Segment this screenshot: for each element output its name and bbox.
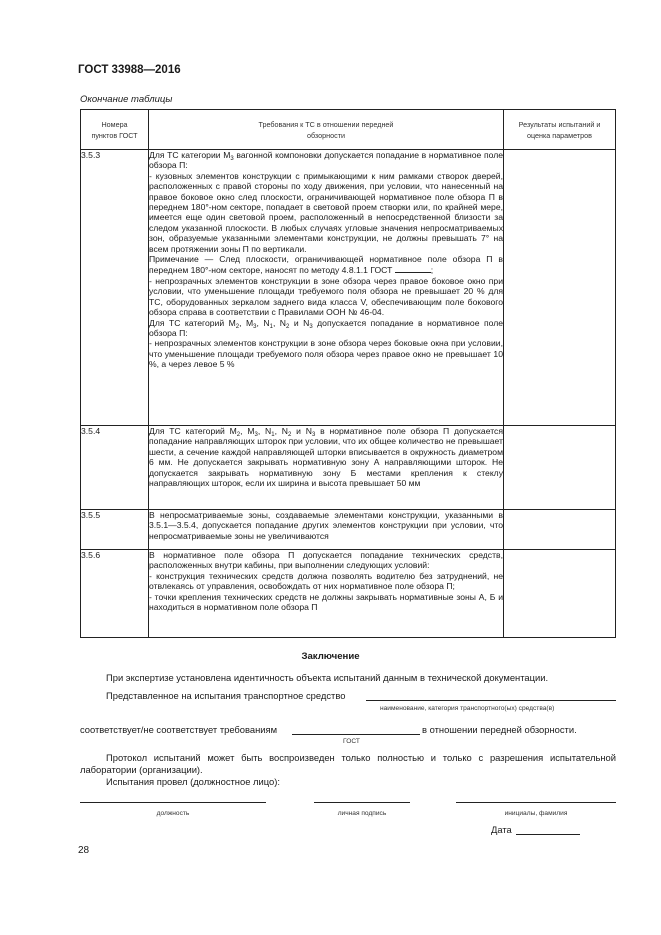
conclusion-title: Заключение (301, 651, 360, 662)
conclusion-p1: При экспертизе установлена идентичность объекта испытаний данным в технической документации. (106, 672, 549, 683)
name-line[interactable] (456, 802, 616, 803)
row-requirement (149, 150, 504, 426)
requirement-paragraph: - непрозрачных элементов конструкции в зоне обзора через боковые окна при условии, что уменьшение площади требуемого поля обзора через правое окно не превышает 10 %, а через левое 5 % (149, 338, 503, 370)
conclusion-p3-right: в отношении передней обзорности. (422, 724, 577, 735)
gost-line[interactable] (292, 734, 420, 735)
row-requirement: В непросматриваемые зоны, создаваемые элементами конструкции, указанными в 3.5.1—3.5.4, допускается попадание других элементов конструкции при условии, что непросматриваемые зоны не увеличиваются (149, 510, 504, 550)
conclusion-p2-label: Представленное на испытания транспортное средство (106, 690, 346, 701)
date-line[interactable] (516, 834, 580, 835)
col-header-number: Номера пунктов ГОСТ (81, 110, 149, 150)
blank-line (395, 264, 431, 273)
row-result (504, 426, 616, 510)
requirement-paragraph: Для ТС категорий $M_2$, $M_3$, $N_1$, $N_2$ и $N_3$ допускается попадание в нормативное поле обзора П: (149, 317, 504, 338)
row-requirement: Для ТС категорий $M_2$, $M_3$, $N_1$, $N_2$ и $N_3$ в нормативное поле обзора П допускается попадание направляющих шторок при условии, что их общее количество не превышает шести, а сечение каждой направляющей шторки вписывается в окружность диаметром 6 мм. Не допускается закрывать нормативную зону А направляющими шторок. Не допускается закрывать нормативную зону Б местами крепления к стеклу направляющих шторок, если их ширина и высота превышает 50 мм (149, 426, 504, 510)
row-number: 3.5.4 (81, 426, 149, 510)
signature-hint: личная подпись (337, 810, 387, 817)
requirement-note: Примечание — След плоскости, ограничивающей нормативное поле обзора П в переднем 180°-ном секторе, наносят по методу 4.8.1.1 ГОСТ ; (149, 254, 503, 276)
row-number: 3.5.5 (81, 510, 149, 550)
date-label: Дата (491, 824, 512, 835)
requirement-paragraph: - конструкция технических средств должна позволять водителю без затруднений, не отвлекаясь от управления, освобождать от них нормативное поле обзора П; (149, 570, 503, 592)
requirement-paragraph: - непрозрачных элементов конструкции в зоне обзора через правое боковое окно при условии, что уменьшение площади требуемого поля обзора не превышает 20 % для ТС, оборудованных зеркалом заднего вида класса V, обеспечивающим поле бокового обзора справа в соответствии с Правилами ООН № 46-04. (149, 275, 503, 318)
table-caption: Окончание таблицы (80, 94, 173, 105)
row-number: 3.5.6 (81, 550, 149, 638)
col-header-requirements: Требования к ТС в отношении передней обзорности (149, 110, 504, 150)
col-header-results: Результаты испытаний и оценка параметров (504, 110, 616, 150)
position-line[interactable] (80, 802, 266, 803)
requirement-paragraph: - кузовных элементов конструкции с примыкающими к ним рамками створок дверей, расположенных с правой стороны по ходу движения, при условии, что нанесенный на правое боковое окно след плоскости, ограничивающей нормативное поле обзора П в переднем 180°-ном секторе, попадает в световой проем створки или, по крайней мере, имеется еще один световой проем, расположенный в непосредственной близости за следом указанной плоскости. В любых случаях угловые значения непросматриваемых зон, образуемые указанными элементами конструкции, не должны превышать 7° на всем протяжении зоны П по вертикали. (149, 170, 503, 254)
requirements-table (80, 109, 616, 638)
gost-hint: ГОСТ (343, 738, 360, 745)
signature-line[interactable] (314, 802, 410, 803)
table-row (81, 550, 616, 638)
vehicle-name-line[interactable] (366, 700, 616, 701)
page-number: 28 (78, 845, 90, 856)
position-hint: должность (156, 810, 190, 817)
requirement-paragraph: - точки крепления технических средств не должны закрывать нормативные зоны А, Б и находиться в нормативном поле обзора П (149, 591, 503, 613)
table-row (81, 510, 616, 550)
table-row (81, 426, 616, 510)
row-result (504, 150, 616, 426)
row-requirement (149, 550, 504, 638)
table-row (81, 150, 616, 426)
conclusion-p5: Испытания провел (должностное лицо): (106, 776, 280, 787)
requirement-paragraph: Для ТС категории $M_3$ вагонной компоновки допускается попадание в нормативное поле обзора П: (149, 150, 504, 171)
conclusion-p3-left: соответствует/не соответствует требованиям (80, 724, 278, 735)
requirement-paragraph: В нормативное поле обзора П допускается попадание технических средств, расположенных внутри кабины, при выполнении следующих условий: (149, 550, 503, 571)
conclusion-p4: Протокол испытаний может быть воспроизведен только полностью и только с разрешения испытательной лаборатории (организации). (80, 752, 616, 775)
standard-header: ГОСТ 33988—2016 (78, 64, 181, 76)
vehicle-name-hint: наименование, категория транспортного(ых) средства(в) (380, 705, 555, 712)
row-result (504, 550, 616, 638)
name-hint: инициалы, фамилия (504, 810, 568, 817)
row-number: 3.5.3 (81, 150, 149, 426)
row-result (504, 510, 616, 550)
table-header-row (81, 110, 616, 150)
